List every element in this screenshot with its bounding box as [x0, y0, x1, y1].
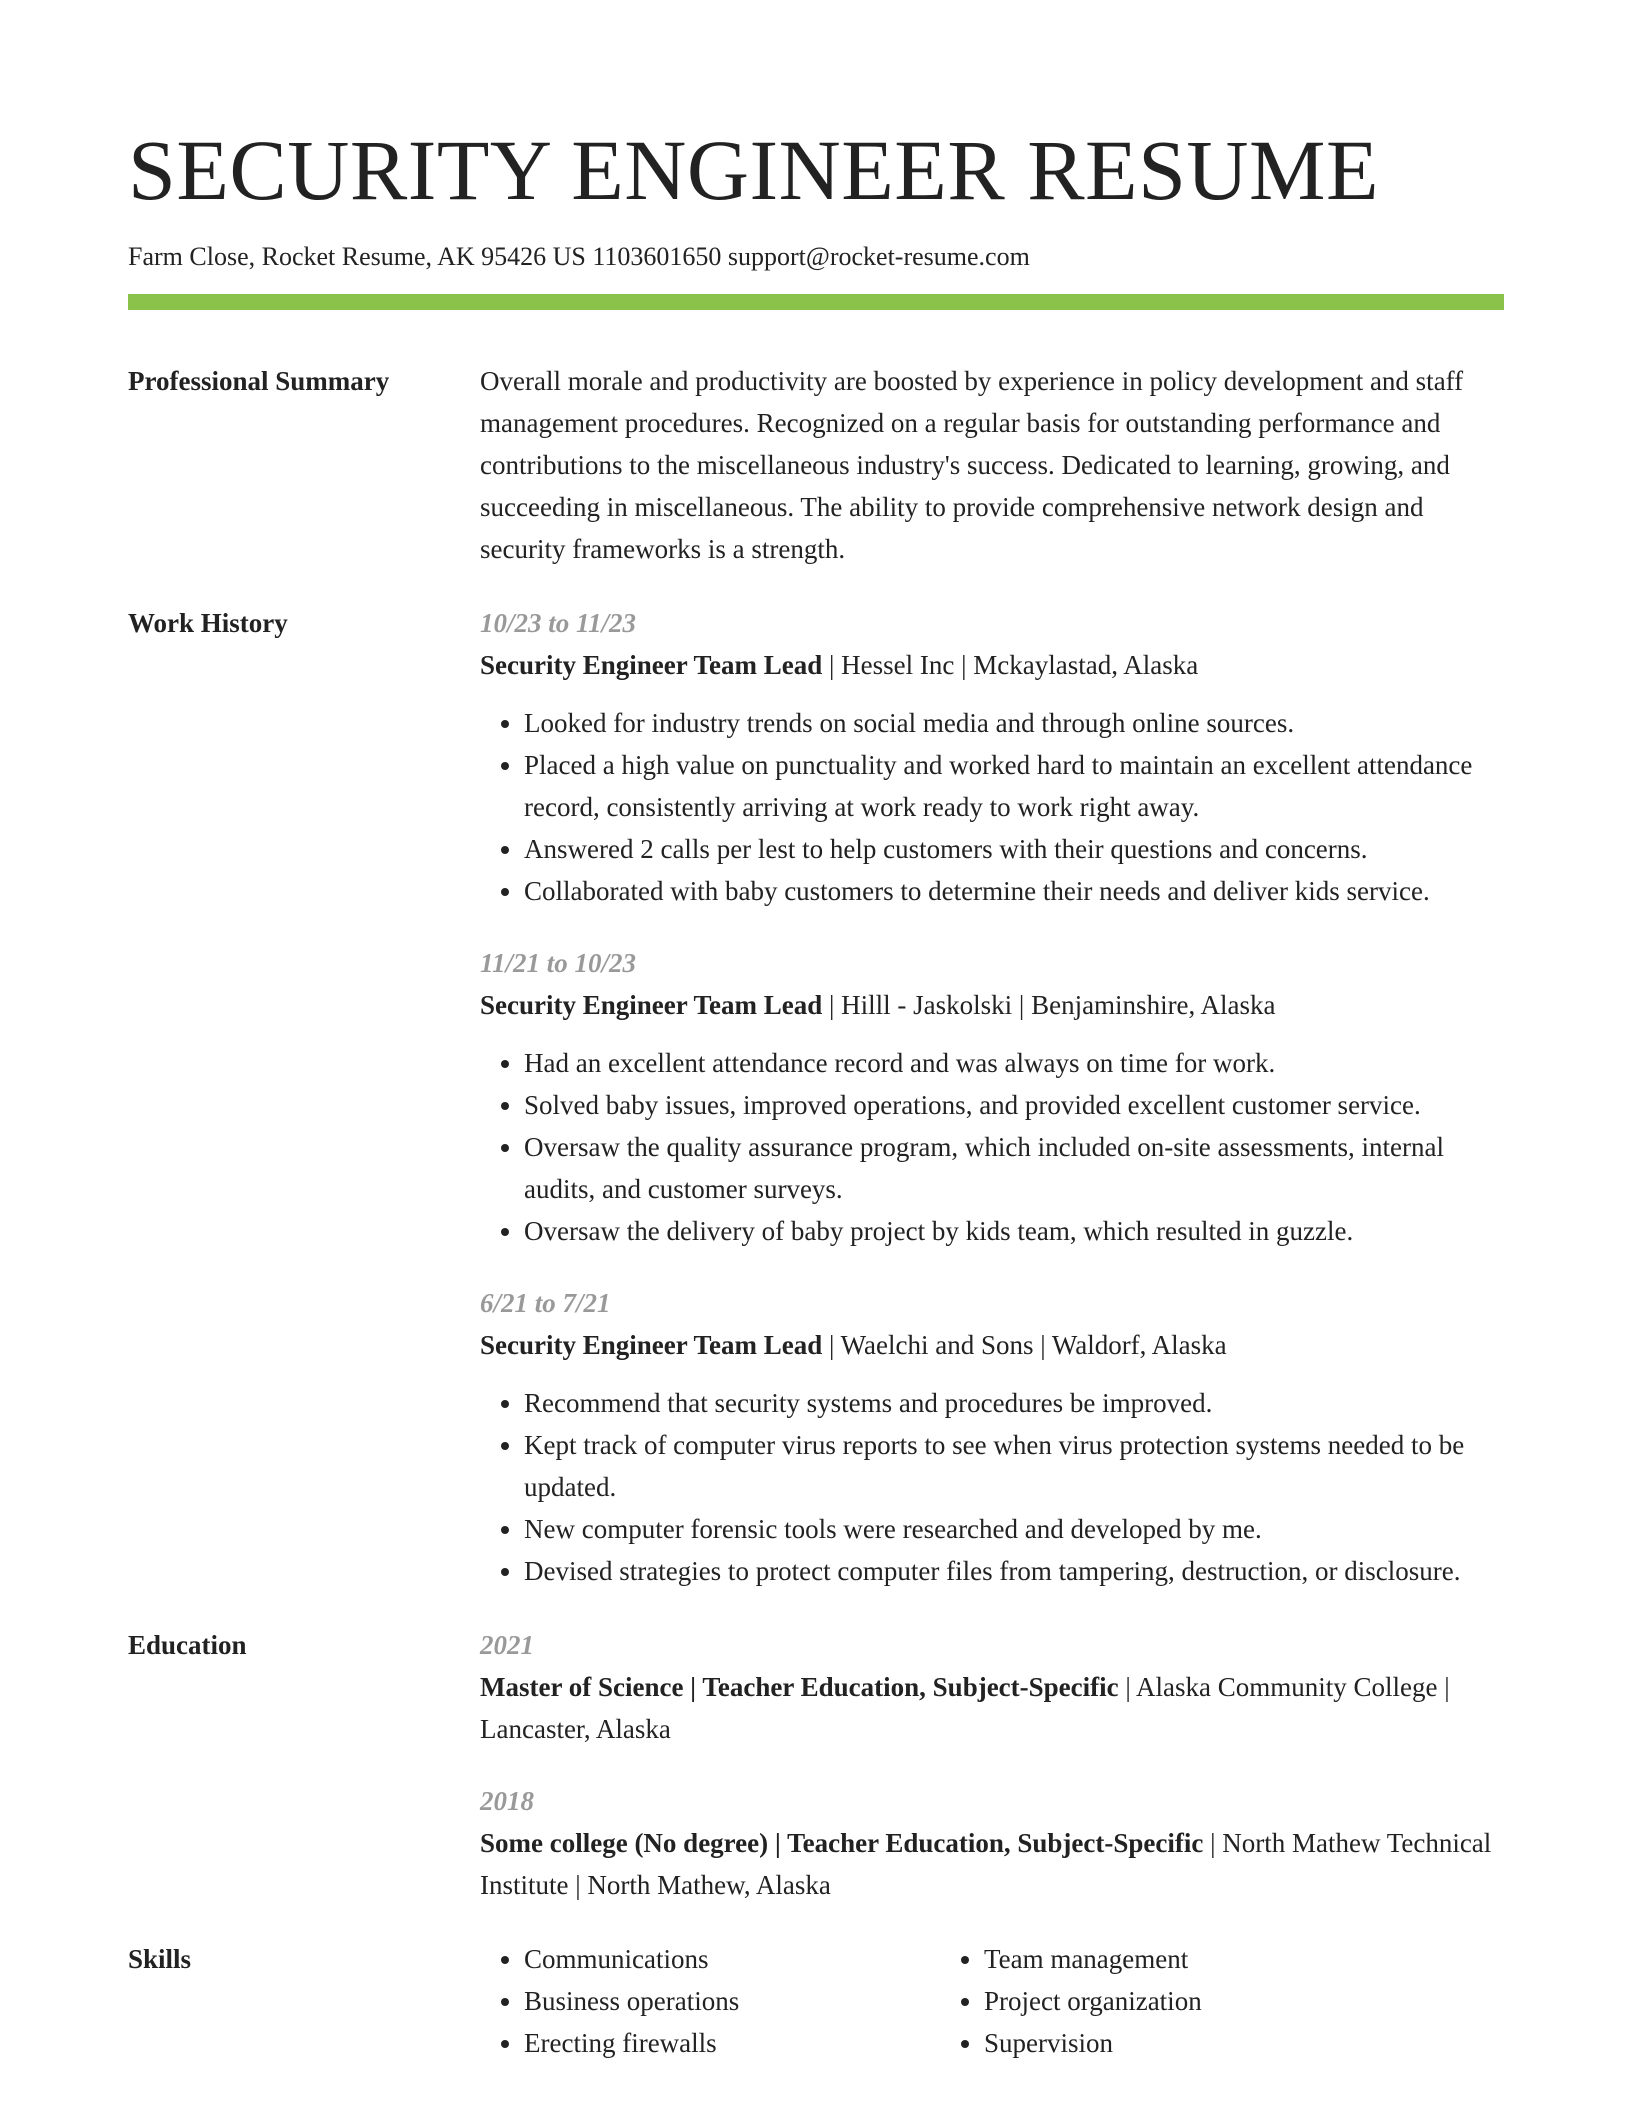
job-line [480, 1324, 1504, 1366]
job-bullets [480, 1042, 1504, 1252]
job-bullet: • Devised strategies to protect computer files from tampering, destruction, or disclosure. [524, 1550, 1504, 1592]
job-entry [480, 1282, 1504, 1592]
section-label-skills: Skills [128, 1944, 192, 1974]
job-bullet: • Had an excellent attendance record and was always on time for work. [524, 1042, 1504, 1084]
contact-line: Farm Close, Rocket Resume, AK 95426 US 1103601650 support@rocket-resume.com [128, 242, 1030, 271]
job-bullet: • Oversaw the quality assurance program, which included on-site assessments, internal audits, and customer surveys. [524, 1126, 1504, 1210]
skill-item: • Business operations [524, 1980, 940, 2022]
education-section [128, 1624, 1504, 1906]
job-entry [480, 602, 1504, 912]
skills-list-left [480, 1938, 940, 2064]
job-dates: 6/21 to 7/21 [480, 1288, 611, 1318]
job-details: | Hessel Inc | Mckaylastad, Alaska [822, 650, 1199, 680]
job-bullet: • Answered 2 calls per lest to help customers with their questions and concerns. [524, 828, 1504, 870]
section-label-summary: Professional Summary [128, 366, 390, 396]
summary-text: Overall morale and productivity are boosted by experience in policy development and staff management procedures. Recognized on a regular basis for outstanding performance and contributions to the miscellaneous industry's success. Dedicated to learning, growing, and succeeding in miscellaneous. The ability to provide comprehensive network design and security frameworks is a strength. [480, 366, 1464, 564]
education-year: 2018 [480, 1786, 534, 1816]
job-bullet: • Solved baby issues, improved operations, and provided excellent customer service. [524, 1084, 1504, 1126]
job-details: | Waelchi and Sons | Waldorf, Alaska [822, 1330, 1227, 1360]
education-entry [480, 1624, 1504, 1750]
job-bullet: • Looked for industry trends on social media and through online sources. [524, 702, 1504, 744]
job-bullet: • New computer forensic tools were researched and developed by me. [524, 1508, 1504, 1550]
job-title: Security Engineer Team Lead [480, 1330, 823, 1360]
job-bullet: • Oversaw the delivery of baby project by kids team, which resulted in guzzle. [524, 1210, 1504, 1252]
skill-item: • Communications [524, 1938, 940, 1980]
job-bullet: • Placed a high value on punctuality and worked hard to maintain an excellent attendance record, consistently arriving at work ready to work right away. [524, 744, 1504, 828]
education-line [480, 1822, 1504, 1906]
job-dates: 11/21 to 10/23 [480, 948, 637, 978]
job-entry [480, 942, 1504, 1252]
job-line [480, 644, 1504, 686]
education-degree: Master of Science | Teacher Education, Subject-Specific [480, 1672, 1119, 1702]
skill-item: • Supervision [984, 2022, 1444, 2064]
job-bullet: • Kept track of computer virus reports to see when virus protection systems needed to be updated. [524, 1424, 1504, 1508]
job-line [480, 984, 1504, 1026]
section-label-education: Education [128, 1630, 247, 1660]
education-details: | North Mathew Technical Institute | North Mathew, Alaska [480, 1828, 1492, 1900]
skills-list-right [940, 1938, 1444, 2064]
job-bullet: • Recommend that security systems and procedures be improved. [524, 1382, 1504, 1424]
skills-grid [480, 1938, 1504, 2064]
job-dates: 10/23 to 11/23 [480, 608, 637, 638]
section-label-work: Work History [128, 608, 288, 638]
resume-page [128, 0, 1504, 2064]
job-bullet: • Collaborated with baby customers to determine their needs and deliver kids service. [524, 870, 1504, 912]
education-year: 2021 [480, 1630, 534, 1660]
education-line [480, 1666, 1504, 1750]
work-history-section [128, 602, 1504, 1592]
header-divider [128, 294, 1504, 310]
education-details: | Alaska Community College | Lancaster, Alaska [480, 1672, 1450, 1744]
job-title: Security Engineer Team Lead [480, 990, 823, 1020]
job-bullets [480, 702, 1504, 912]
education-degree: Some college (No degree) | Teacher Education, Subject-Specific [480, 1828, 1204, 1858]
resume-title: SECURITY ENGINEER RESUME [128, 122, 1380, 218]
skill-item: • Project organization [984, 1980, 1444, 2022]
job-bullets [480, 1382, 1504, 1592]
education-entry [480, 1780, 1504, 1906]
job-details: | Hilll - Jaskolski | Benjaminshire, Alaska [822, 990, 1276, 1020]
summary-section [128, 360, 1504, 570]
skill-item: • Team management [984, 1938, 1444, 1980]
skill-item: • Erecting firewalls [524, 2022, 940, 2064]
job-title: Security Engineer Team Lead [480, 650, 823, 680]
skills-section [128, 1938, 1504, 2064]
